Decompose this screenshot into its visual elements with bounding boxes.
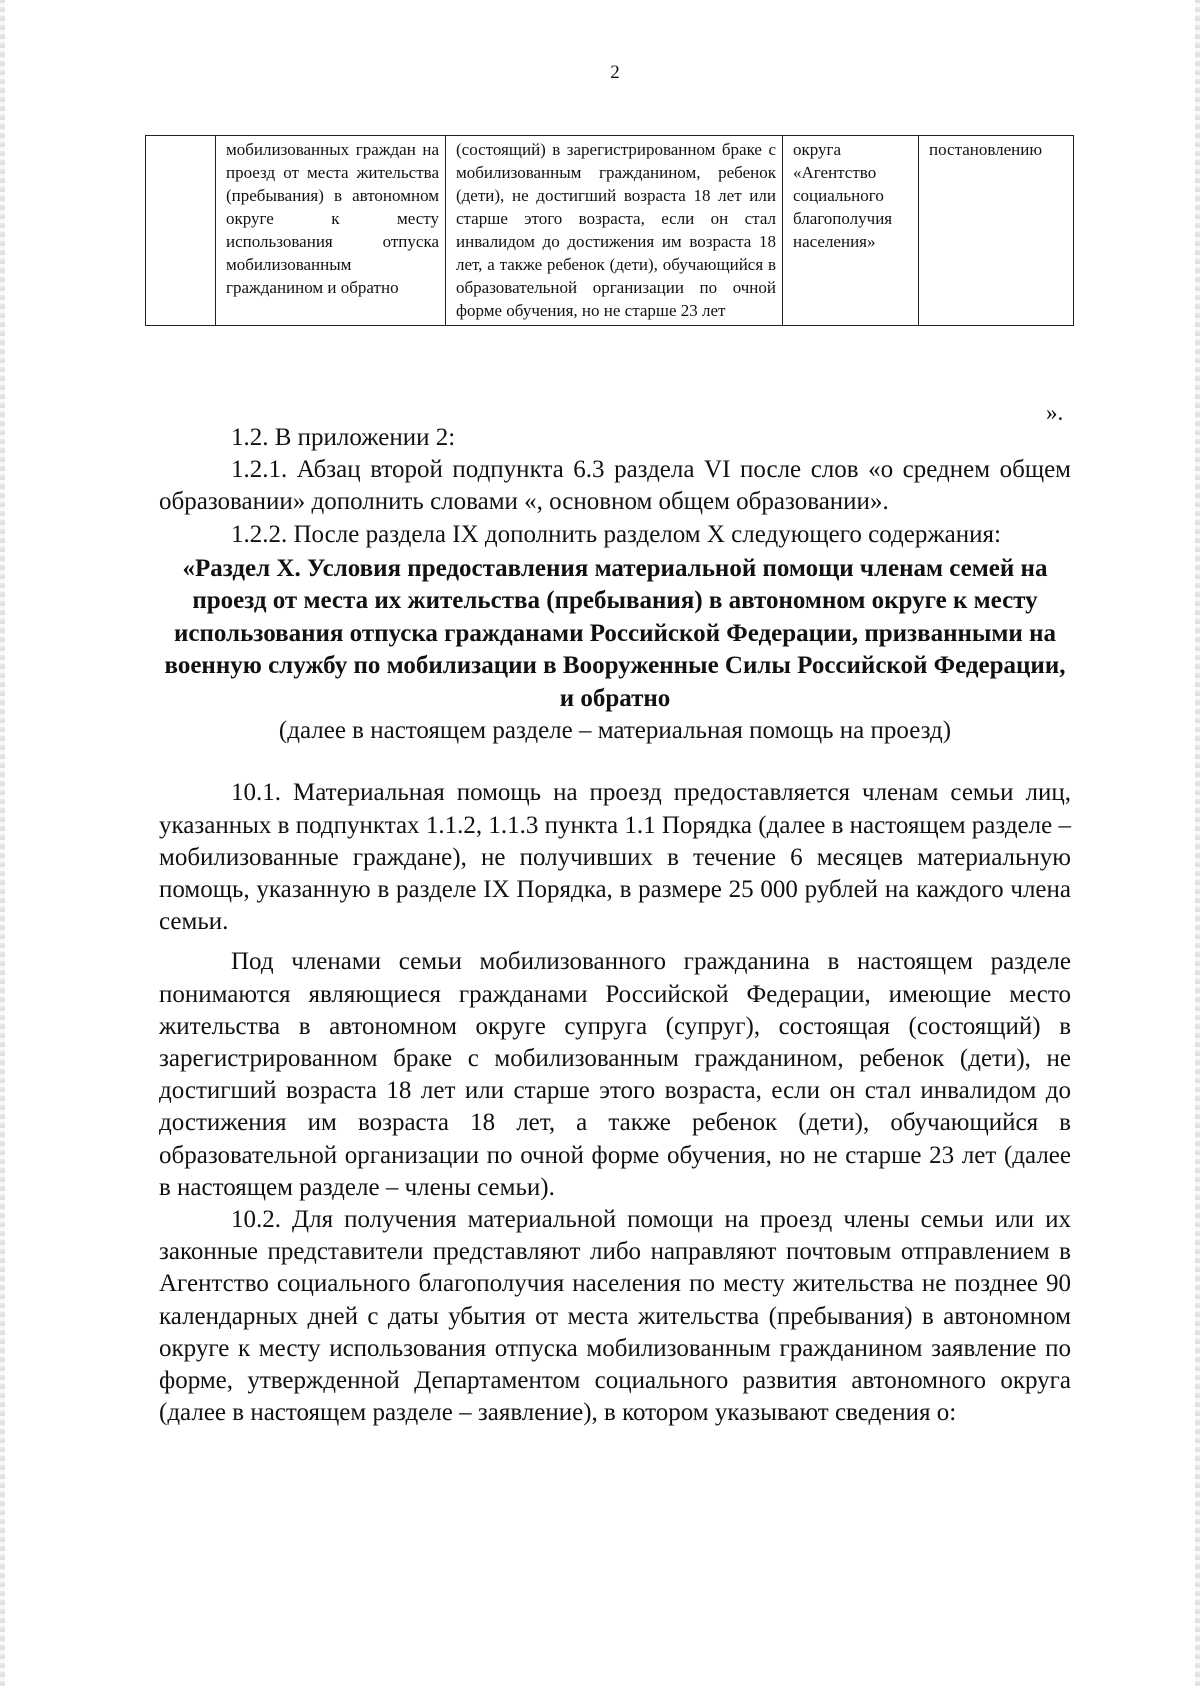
document-body <box>159 422 1071 1429</box>
paragraph-family-members: Под членами семьи мобилизованного гражданина в настоящем разделе понимаются являющиеся гражданами Российской Федерации, имеющие место жительства в автономном округе супруга (супруг), состоящая (состоящий) в зарегистрированном браке с мобилизованным гражданином, ребенок (дети), не достигший возраста 18 лет или старше этого возраста, если он стал инвалидом до достижения им возраста 18 лет, а также ребенок (дети), обучающийся в образовательной организации по очной форме обучения, но не старше 23 лет (далее в настоящем разделе – члены семьи). <box>159 948 1071 1201</box>
table-cell-number <box>146 136 216 326</box>
paragraph-10-1: 10.1. Материальная помощь на проезд предоставляется членам семьи лиц, указанных в подпунктах 1.1.2, 1.1.3 пункта 1.1 Порядка (далее в настоящем разделе – мобилизованные граждане), не получивших в течение 6 месяцев материальную помощь, указанную в разделе IX Порядка, в размере 25 000 рублей на каждого члена семьи. <box>159 779 1071 936</box>
paragraph-1-2-2: 1.2.2. После раздела IX дополнить разделом X следующего содержания: <box>231 520 1001 548</box>
table-close-quote: ». <box>1046 400 1064 425</box>
continuation-table <box>145 135 1074 326</box>
scan-edge-left <box>0 0 5 1686</box>
table-row <box>146 136 1074 326</box>
table-cell-purpose: мобилизованных граждан на проезд от места жительства (пребывания) в автономном округе к месту использования отпуска мобилизованным гражданином и обратно <box>216 136 446 326</box>
page-number: 2 <box>610 62 620 83</box>
table-cell-recipients: (состоящий) в зарегистрированном браке с мобилизованным гражданином, ребенок (дети), не достигший возраста 18 лет или старше этого возраста, если он стал инвалидом до достижения им возраста 18 лет, а также ребенок (дети), обучающийся в образовательной организации по очной форме обучения, но не старше 23 лет <box>446 136 783 326</box>
paragraph-1-2: 1.2. В приложении 2: <box>231 424 456 451</box>
scan-edge-right <box>1195 0 1200 1686</box>
paragraph-1-2-1: 1.2.1. Абзац второй подпункта 6.3 раздела VI после слов «о среднем общем образовании» дополнить словами «, основном общем образовании». <box>159 456 1071 516</box>
paragraph-10-2: 10.2. Для получения материальной помощи на проезд члены семьи или их законные представители представляют либо направляют почтовым отправлением в Агентство социального благополучия населения по месту жительства не позднее 90 календарных дней с даты убытия от места жительства (пребывания) в автономном округе к месту использования отпуска мобилизованным гражданином заявление по форме, утвержденной Департаментом социального развития автономного округа (далее в настоящем разделе – заявление), в котором указывают сведения о: <box>159 1205 1071 1427</box>
table-cell-agency: округа «Агентство социального благополучия населения» <box>783 136 919 326</box>
section-subheading: (далее в настоящем разделе – материальная помощь на проезд) <box>278 717 952 745</box>
table-cell-basis: постановлению <box>919 136 1074 326</box>
section-heading: «Раздел X. Условия предоставления материальной помощи членам семей на проезд от места их жительства (пребывания) в автономном округе к месту использования отпуска гражданами Российской Федерации, призванными на военную службу по мобилизации в Вооруженные Силы Российской Федерации, и обратно <box>164 554 1066 712</box>
